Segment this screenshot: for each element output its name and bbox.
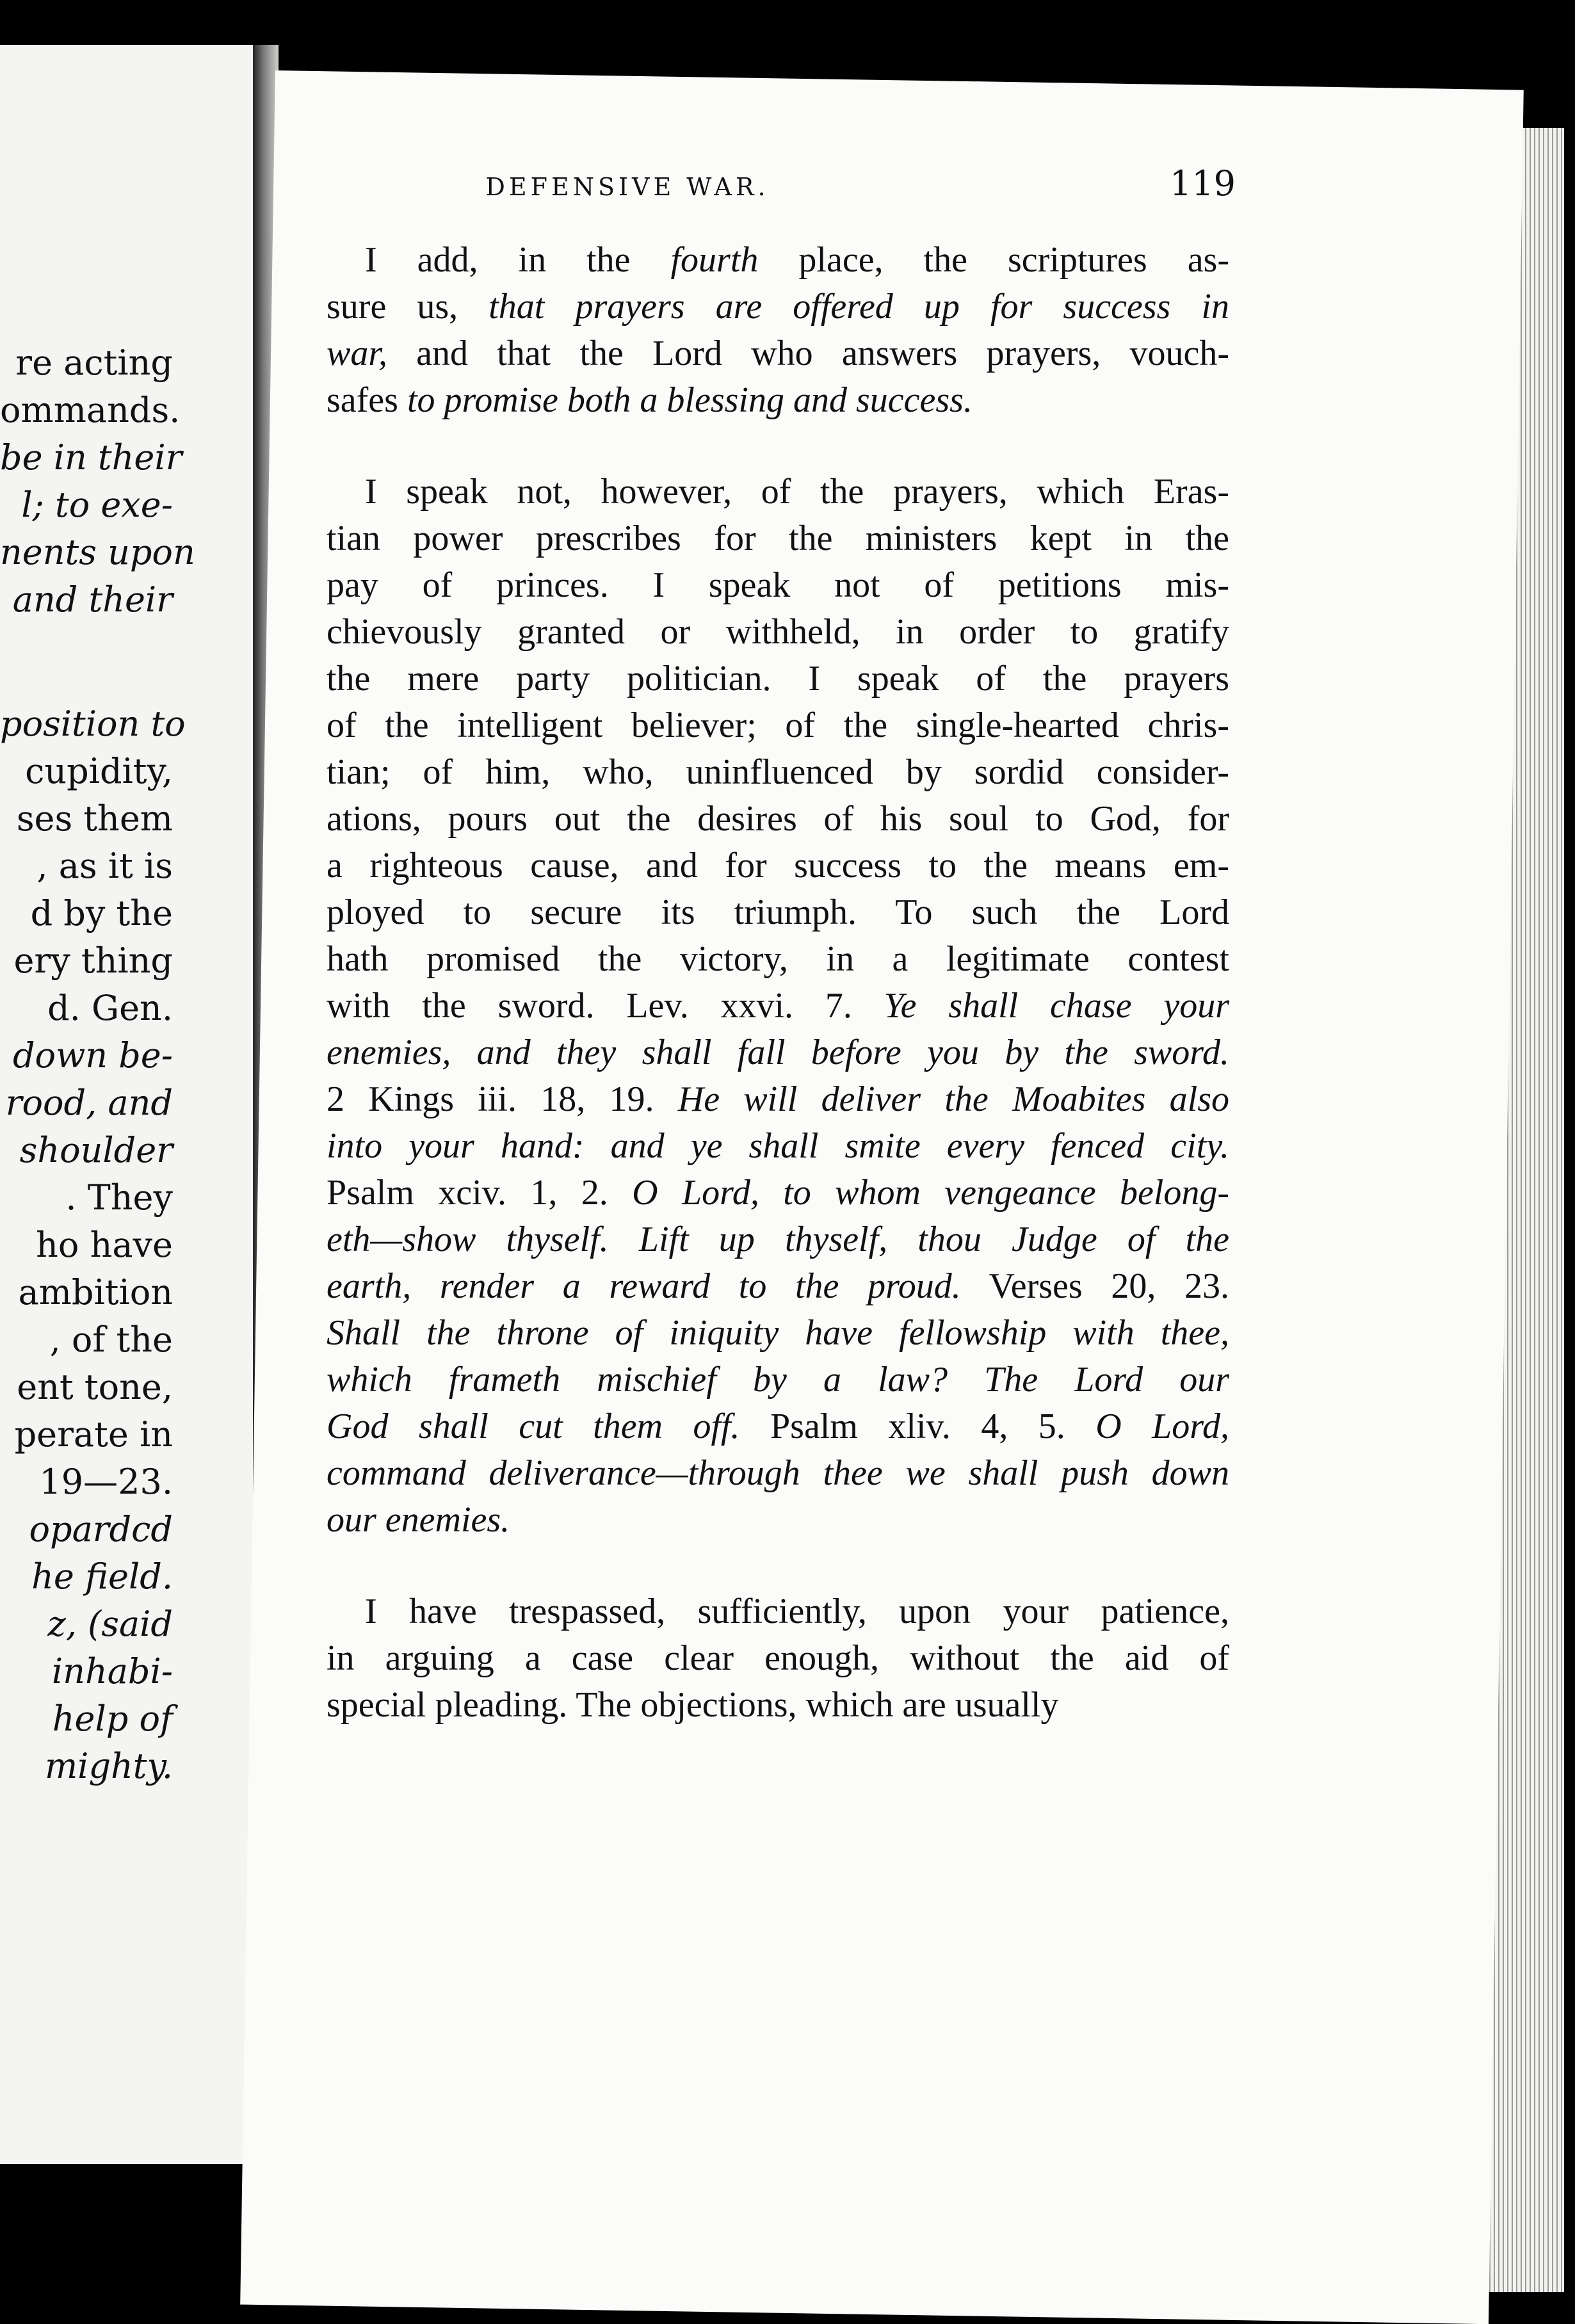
page-number: 119 <box>1169 163 1236 204</box>
text-run: in arguing a case clear enough, without the aid of <box>327 1638 1229 1678</box>
text-line <box>327 843 1229 889</box>
paragraph <box>327 1588 1229 1729</box>
left-page-line: mighty. <box>44 1746 173 1786</box>
left-page-line: position to <box>0 704 186 744</box>
left-page-line: perate in <box>14 1414 173 1455</box>
running-head: DEFENSIVE WAR. <box>485 173 770 201</box>
left-page-line: rood, and <box>5 1083 173 1123</box>
text-run: I add, in the <box>365 240 671 280</box>
text-run: special pleading. The objections, which are usually <box>327 1685 1059 1725</box>
left-page-line: re acting <box>15 343 173 383</box>
text-line <box>327 656 1229 702</box>
text-line <box>327 889 1229 936</box>
text-line <box>327 983 1229 1029</box>
text-line <box>327 469 1229 515</box>
text-line <box>327 377 1229 424</box>
text-line <box>327 796 1229 843</box>
left-page-line: be in their <box>0 437 182 478</box>
left-page-line: , of the <box>49 1319 173 1360</box>
text-run: Psalm xliv. 4, 5. <box>739 1407 1096 1446</box>
left-page-line: 19—23. <box>39 1462 173 1502</box>
italic-text: into your hand: and ye shall smite every fenced city. <box>327 1126 1229 1166</box>
italic-text: to promise both a blessing and success. <box>407 380 973 420</box>
text-run: chievously granted or withheld, in order to gratify <box>327 612 1229 652</box>
left-page-line: ent tone, <box>17 1367 173 1407</box>
left-page-line: ommands. <box>0 390 181 430</box>
italic-text: God shall cut them off. <box>327 1407 740 1446</box>
text-line <box>327 1029 1229 1076</box>
left-page-line: nents upon <box>0 532 195 572</box>
italic-text: which frameth mischief by a law? The Lord our <box>327 1360 1229 1400</box>
left-page-line: help of <box>52 1699 173 1739</box>
text-run: hath promised the victory, in a legitimate contest <box>327 939 1229 979</box>
paragraph-gap <box>327 1544 1229 1588</box>
left-page-line: shoulder <box>19 1130 173 1170</box>
page-body <box>327 237 1229 1729</box>
text-line <box>327 1263 1229 1310</box>
text-line <box>327 1216 1229 1263</box>
text-line <box>327 237 1229 284</box>
text-run: place, the scriptures as- <box>758 240 1229 280</box>
left-page-line: ery thing <box>13 940 173 981</box>
text-run: 2 Kings iii. 18, 19. <box>327 1079 678 1119</box>
text-line <box>327 749 1229 796</box>
italic-text: earth, render a reward to the proud. <box>327 1266 961 1306</box>
left-page-line: d. Gen. <box>47 988 173 1028</box>
text-line <box>327 1682 1229 1729</box>
italic-text: our enemies. <box>327 1500 510 1540</box>
left-page-line: ambition <box>18 1272 173 1312</box>
text-line <box>327 1403 1229 1450</box>
left-page-line: inhabi- <box>51 1651 173 1691</box>
text-run: ployed to secure its triumph. To such the Lord <box>327 892 1229 932</box>
text-run: the mere party politician. I speak of the prayers <box>327 659 1229 698</box>
left-page-line: and their <box>12 579 173 620</box>
italic-text: war, <box>327 334 387 373</box>
text-run: sure us, <box>327 287 489 327</box>
left-page-text <box>0 339 195 1790</box>
text-line <box>327 1123 1229 1170</box>
text-run: I have trespassed, sufficiently, upon your patience, <box>365 1592 1229 1631</box>
left-page-line: ses them <box>16 798 173 839</box>
italic-text: command deliverance—through thee we shall push down <box>327 1453 1229 1493</box>
left-page-line: , as it is <box>36 846 173 886</box>
text-run: I speak not, however, of the prayers, which Eras- <box>365 472 1229 512</box>
text-line <box>327 936 1229 983</box>
italic-text: O Lord, <box>1095 1407 1229 1446</box>
left-facing-page <box>0 45 257 2164</box>
left-page-line: he field. <box>31 1556 173 1597</box>
text-line <box>327 1588 1229 1635</box>
italic-text: enemies, and they shall fall before you by the sword. <box>327 1033 1229 1072</box>
left-page-gap <box>0 624 173 700</box>
text-run: ations, pours out the desires of his soul to God, for <box>327 799 1229 839</box>
text-run: of the intelligent believer; of the single-hearted chris- <box>327 706 1229 745</box>
text-line <box>327 1357 1229 1403</box>
text-line <box>327 1170 1229 1216</box>
text-run: Verses 20, 23. <box>960 1266 1230 1306</box>
italic-text: eth—show thyself. Lift up thyself, thou Judge of the <box>327 1220 1229 1259</box>
text-line <box>327 1635 1229 1682</box>
text-run: tian; of him, who, uninfluenced by sordid consider- <box>327 752 1229 792</box>
left-page-line: . They <box>65 1177 173 1218</box>
text-run: a righteous cause, and for success to the means em- <box>327 846 1229 885</box>
italic-text: He will deliver the Moabites also <box>677 1079 1230 1119</box>
text-run: safes <box>327 380 407 420</box>
text-run: with the sword. Lev. xxvi. 7. <box>327 986 884 1026</box>
text-line <box>327 609 1229 656</box>
paragraph-gap <box>327 424 1229 469</box>
italic-text: Shall the throne of iniquity have fellowship with thee, <box>327 1313 1229 1353</box>
italic-text: Ye shall chase your <box>884 986 1230 1026</box>
left-page-line: z, (said <box>47 1604 173 1644</box>
italic-text: fourth <box>670 240 759 280</box>
left-page-line: down be- <box>12 1035 173 1076</box>
text-line <box>327 515 1229 562</box>
italic-text: O Lord, to whom vengeance belong- <box>632 1173 1230 1213</box>
left-page-line: l; to exe- <box>21 485 173 525</box>
text-run: and that the Lord who answers prayers, vouch- <box>387 334 1229 373</box>
paragraph <box>327 469 1229 1544</box>
left-page-line: cupidity, <box>25 751 173 791</box>
italic-text: that prayers are offered up for success in <box>489 287 1229 327</box>
text-line <box>327 1310 1229 1357</box>
text-run: Psalm xciv. 1, 2. <box>327 1173 633 1213</box>
text-line <box>327 702 1229 749</box>
left-page-line: ho have <box>36 1225 173 1265</box>
left-page-line: d by the <box>30 893 173 933</box>
text-line <box>327 1450 1229 1497</box>
text-line <box>327 330 1229 377</box>
text-run: tian power prescribes for the ministers kept in the <box>327 519 1229 558</box>
paragraph <box>327 237 1229 424</box>
text-line <box>327 284 1229 330</box>
text-run: pay of princes. I speak not of petitions mis- <box>327 565 1229 605</box>
text-line <box>327 1076 1229 1123</box>
left-page-line: opardcd <box>29 1509 173 1549</box>
text-line <box>327 1497 1229 1544</box>
text-line <box>327 562 1229 609</box>
